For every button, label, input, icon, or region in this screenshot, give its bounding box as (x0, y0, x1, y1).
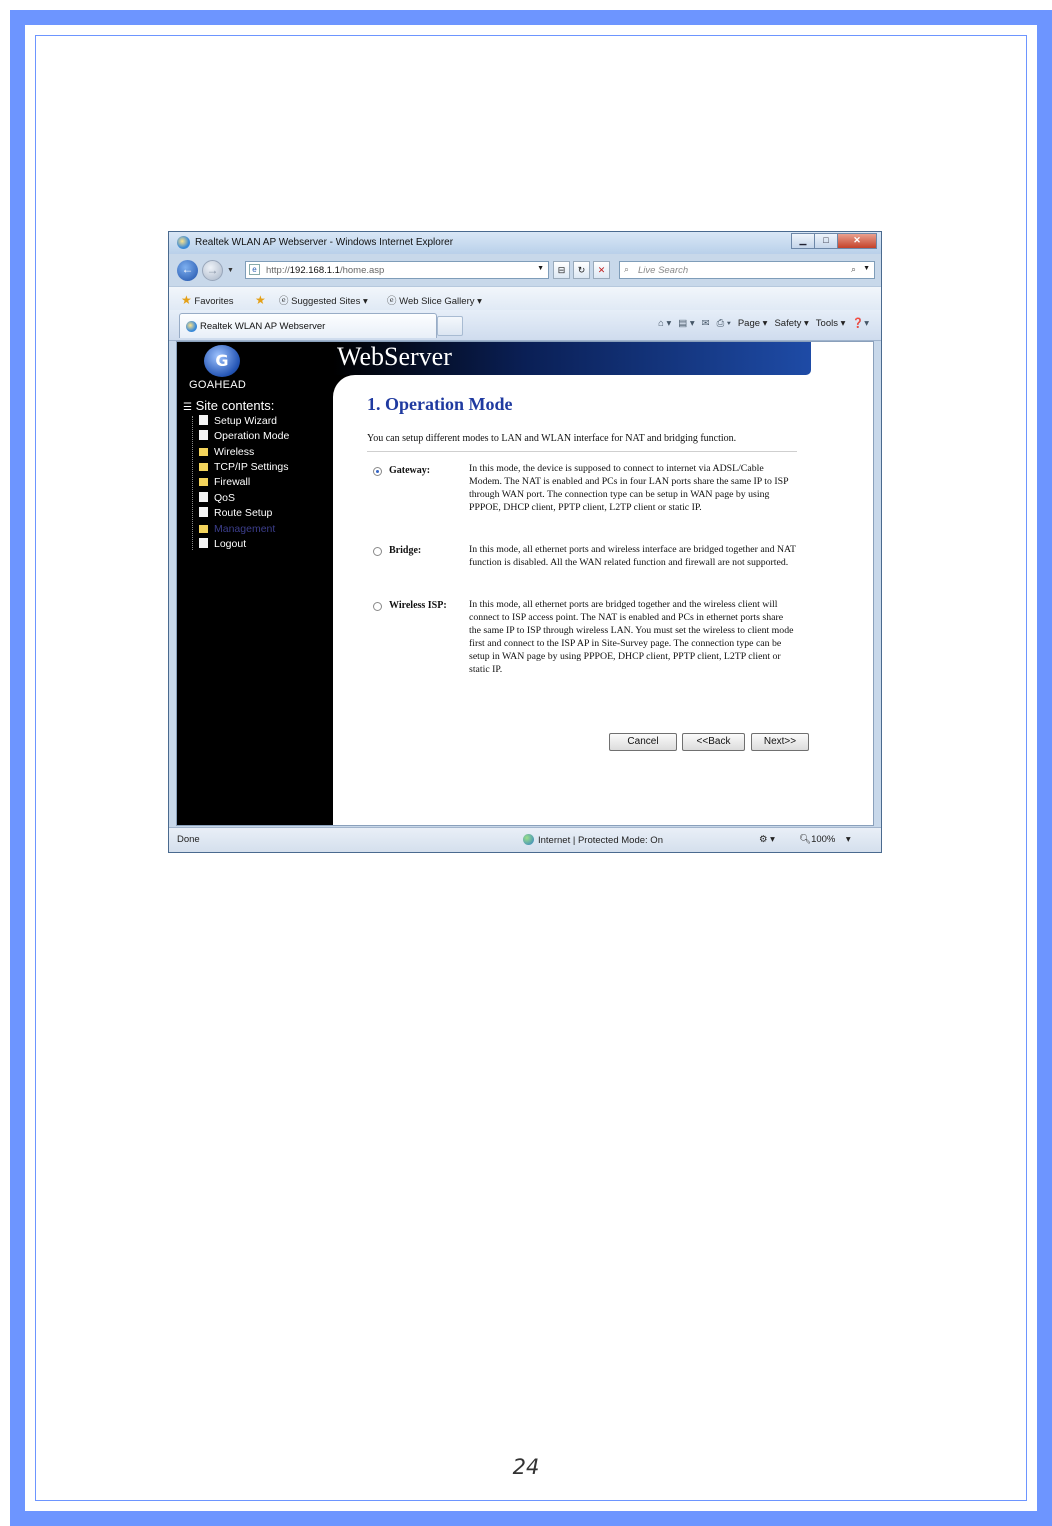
maximize-button[interactable]: □ (814, 233, 838, 249)
stop-icon[interactable]: ✕ (593, 261, 610, 279)
window-titlebar (169, 232, 881, 254)
feeds-icon[interactable]: ▤ ▾ (678, 318, 695, 329)
search-icon[interactable]: ⌕ (850, 264, 856, 274)
suggested-sites-button[interactable]: ⓔ Suggested Sites ▾ (279, 296, 368, 307)
help-icon[interactable]: ❓▾ (852, 318, 869, 329)
banner-curve (333, 375, 355, 397)
minimize-button[interactable]: ▁ (791, 233, 815, 249)
sidebar-item-qos[interactable]: QoS (199, 492, 235, 504)
back-arrow-icon: ← (181, 262, 194, 276)
ie-icon (177, 236, 190, 249)
bridge-radio[interactable] (373, 547, 382, 556)
search-placeholder: Live Search (638, 265, 689, 276)
zoom-control[interactable]: 🔍︎100% ▾ (799, 834, 851, 845)
folder-icon (199, 478, 208, 486)
forward-button[interactable] (202, 260, 223, 281)
address-bar[interactable] (245, 261, 549, 279)
search-box[interactable] (619, 261, 875, 279)
gateway-radio[interactable] (373, 467, 382, 476)
security-zone[interactable]: Internet | Protected Mode: On (523, 834, 663, 846)
search-provider-icon: ⌕ (624, 264, 630, 274)
mail-icon[interactable]: ✉ (701, 318, 710, 329)
wireless-isp-radio[interactable] (373, 602, 382, 611)
sidebar-item-tcpip-settings[interactable]: TCP/IP Settings (199, 461, 289, 473)
search-dropdown-icon[interactable]: ▼ (863, 265, 870, 272)
banner-title: WebServer (337, 342, 452, 371)
address-url[interactable]: http://192.168.1.1/home.asp (266, 265, 385, 276)
popup-blocker-icon[interactable]: ⚙ ▾ (759, 834, 775, 845)
favorites-bar (169, 286, 881, 311)
globe-icon (523, 834, 534, 845)
back-step-button[interactable]: <<Back (682, 733, 745, 751)
sidebar-item-wireless[interactable]: Wireless (199, 446, 254, 458)
bridge-label: Bridge: (389, 545, 422, 556)
home-icon[interactable]: ⌂ ▾ (658, 318, 672, 329)
zoom-icon: 🔍︎ (799, 834, 812, 845)
page-icon (199, 492, 208, 502)
site-contents-heading: ☰ Site contents: (183, 398, 275, 413)
webserver-banner (333, 342, 811, 375)
bridge-description: In this mode, all ethernet ports and wireless interface are bridged together and NAT function is disabled. All the WAN related function and firewall are not supported. (469, 544, 796, 568)
print-icon[interactable]: ⎙ ▾ (716, 318, 731, 329)
forward-arrow-icon: → (206, 263, 219, 277)
history-dropdown-icon[interactable]: ▼ (227, 267, 234, 274)
tab-realtek[interactable] (179, 313, 437, 338)
star-icon: ★ (181, 293, 192, 307)
logo-text: GOAHEAD (189, 379, 247, 391)
divider (367, 451, 797, 452)
browser-screenshot (168, 231, 882, 853)
address-row (169, 256, 881, 284)
tab-label: Realtek WLAN AP Webserver (200, 321, 326, 332)
back-button[interactable] (177, 260, 198, 281)
next-button[interactable]: Next>> (751, 733, 809, 751)
tree-line (192, 416, 194, 550)
folder-icon (199, 525, 208, 533)
sidebar-item-firewall[interactable]: Firewall (199, 476, 250, 488)
new-tab-button[interactable] (437, 316, 463, 336)
cancel-button[interactable]: Cancel (609, 733, 677, 751)
close-button[interactable]: ✕ (837, 233, 877, 249)
window-controls (792, 233, 877, 249)
web-slice-gallery-button[interactable]: ⓔ Web Slice Gallery ▾ (387, 296, 482, 307)
sidebar-item-route-setup[interactable]: Route Setup (199, 507, 272, 519)
add-favorites-icon[interactable]: ★ (255, 293, 266, 307)
page-icon (199, 415, 208, 425)
page-icon (199, 538, 208, 548)
sidebar-item-operation-mode[interactable]: Operation Mode (199, 430, 289, 442)
folder-icon (199, 463, 208, 471)
status-bar (169, 827, 881, 853)
gateway-description: In this mode, the device is supposed to connect to internet via ADSL/Cable Modem. The NAT is enabled and PCs in four LAN ports share the same IP to ISP through WAN port. The connection type can be setup in WAN page by using PPPOE, DHCP client, PPTP client, L2TP client or static IP. (469, 463, 789, 513)
page-number: 24 (512, 1455, 540, 1479)
sidebar (177, 342, 333, 825)
status-text: Done (177, 834, 200, 845)
tools-menu[interactable]: Tools ▾ (815, 318, 846, 329)
page-icon (199, 430, 208, 440)
refresh-icon[interactable]: ↻ (573, 261, 590, 279)
safety-menu[interactable]: Safety ▾ (774, 318, 809, 329)
favorites-button[interactable]: ★ Favorites (181, 293, 234, 307)
sidebar-item-management[interactable]: Management (199, 523, 275, 535)
address-dropdown-icon[interactable]: ▼ (537, 265, 544, 272)
web-page-content (176, 341, 874, 826)
tree-icon: ☰ (183, 402, 192, 413)
command-bar (658, 318, 869, 329)
ie-page-icon: ⓔ (279, 296, 289, 307)
compatibility-icon[interactable]: ⊟ (553, 261, 570, 279)
ie-icon (186, 321, 197, 332)
page-title: 1. Operation Mode (367, 394, 513, 414)
page-menu[interactable]: Page ▾ (737, 318, 768, 329)
window-title: Realtek WLAN AP Webserver - Windows Internet Explorer (195, 237, 454, 248)
wireless-isp-description: In this mode, all ethernet ports are bridged together and the wireless client will connect to ISP access point. The NAT is enabled and PCs in ethernet ports share the same IP to ISP through wireless LAN. You must set the wireless to client mode first and connect to the ISP AP in Site-Survey page. The connection type can be setup in WAN page by using PPPOE, DHCP client, PPTP client, L2TP client or static IP. (469, 599, 794, 675)
sidebar-item-logout[interactable]: Logout (199, 538, 246, 550)
gateway-label: Gateway: (389, 465, 431, 476)
tab-row (169, 310, 881, 341)
intro-text: You can setup different modes to LAN and WLAN interface for NAT and bridging function. (367, 433, 737, 444)
sidebar-item-setup-wizard[interactable]: Setup Wizard (199, 415, 277, 427)
folder-icon (199, 448, 208, 456)
wireless-isp-label: Wireless ISP: (389, 600, 447, 611)
goahead-logo-icon: G (204, 345, 240, 377)
page-icon (199, 507, 208, 517)
page-icon: e (249, 264, 260, 275)
ie-page-icon: ⓔ (387, 296, 397, 307)
